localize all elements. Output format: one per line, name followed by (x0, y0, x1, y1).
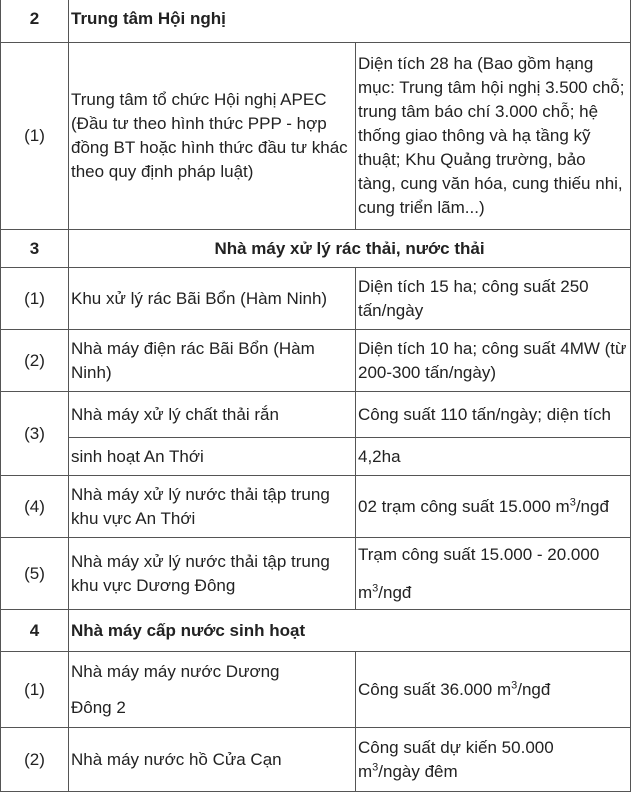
superscript: 3 (372, 760, 379, 773)
detail-text: m (358, 582, 373, 602)
detail-unit: /ngđ (378, 582, 412, 602)
section-title: Trung tâm Hội nghị (69, 0, 631, 43)
row-name: Khu xử lý rác Bãi Bổn (Hàm Ninh) (69, 268, 356, 330)
section-number: 2 (1, 0, 69, 43)
row-name: Nhà máy xử lý chất thải rắn (69, 392, 356, 438)
row-detail (356, 652, 631, 728)
section-header-row (1, 230, 631, 268)
row-detail: Diện tích 10 ha; công suất 4MW (từ 200-300 tấn/ngày) (356, 330, 631, 392)
detail-text: 02 trạm công suất 15.000 m (358, 496, 570, 516)
superscript: 3 (511, 678, 518, 691)
section-title: Nhà máy cấp nước sinh hoạt (69, 610, 631, 652)
row-detail (356, 476, 631, 538)
row-number: (3) (1, 392, 69, 476)
detail-unit: /ngđ (517, 679, 551, 699)
row-name (69, 652, 356, 728)
row-name: Nhà máy nước hồ Cửa Cạn (69, 728, 356, 792)
table-row (1, 43, 631, 230)
row-name-line: Đông 2 (71, 697, 126, 717)
table-row (1, 728, 631, 792)
detail-text: Trạm công suất 15.000 - 20.000 (358, 544, 600, 564)
table-row (1, 652, 631, 728)
row-name-line: Nhà máy máy nước Dương (71, 661, 280, 681)
section-header-row (1, 610, 631, 652)
section-number: 3 (1, 230, 69, 268)
row-name: Nhà máy điện rác Bãi Bổn (Hàm Ninh) (69, 330, 356, 392)
row-number: (1) (1, 652, 69, 728)
row-detail: Diện tích 15 ha; công suất 250 tấn/ngày (356, 268, 631, 330)
row-name: Nhà máy xử lý nước thải tập trung khu vực Dương Đông (69, 538, 356, 610)
detail-text: Công suất dự kiến 50.000 (358, 737, 554, 757)
detail-unit: /ngày đêm (378, 761, 458, 781)
section-header-row (1, 0, 631, 43)
detail-text: Công suất 36.000 m (358, 679, 512, 699)
row-number: (1) (1, 268, 69, 330)
section-title: Nhà máy xử lý rác thải, nước thải (69, 230, 631, 268)
row-detail: Công suất 110 tấn/ngày; diện tích (356, 392, 631, 438)
table-row (1, 392, 631, 438)
section-number: 4 (1, 610, 69, 652)
row-detail (356, 728, 631, 792)
detail-text: m (358, 761, 373, 781)
detail-unit: /ngđ (575, 496, 609, 516)
table-row (1, 330, 631, 392)
superscript: 3 (569, 495, 576, 508)
superscript: 3 (372, 581, 379, 594)
row-number: (1) (1, 43, 69, 230)
row-number: (4) (1, 476, 69, 538)
table-row (1, 538, 631, 610)
row-number: (2) (1, 330, 69, 392)
row-detail: Diện tích 28 ha (Bao gồm hạng mục: Trung tâm hội nghị 3.500 chỗ; trung tâm báo chí 3.000 chỗ; hệ thống giao thông và hạ tầng kỹ thuật; Khu Quảng trường, bảo tàng, cung văn hóa, cung thiếu nhi, cung triển lãm...) (356, 43, 631, 230)
row-name: sinh hoạt An Thới (69, 438, 356, 476)
row-number: (2) (1, 728, 69, 792)
table-row (1, 476, 631, 538)
row-detail (356, 538, 631, 610)
row-name: Nhà máy xử lý nước thải tập trung khu vực An Thới (69, 476, 356, 538)
table-row (1, 438, 631, 476)
row-number: (5) (1, 538, 69, 610)
table-row (1, 268, 631, 330)
row-detail: 4,2ha (356, 438, 631, 476)
row-name: Trung tâm tổ chức Hội nghị APEC (Đầu tư theo hình thức PPP - hợp đồng BT hoặc hình thức đầu tư khác theo quy định pháp luật) (69, 43, 356, 230)
